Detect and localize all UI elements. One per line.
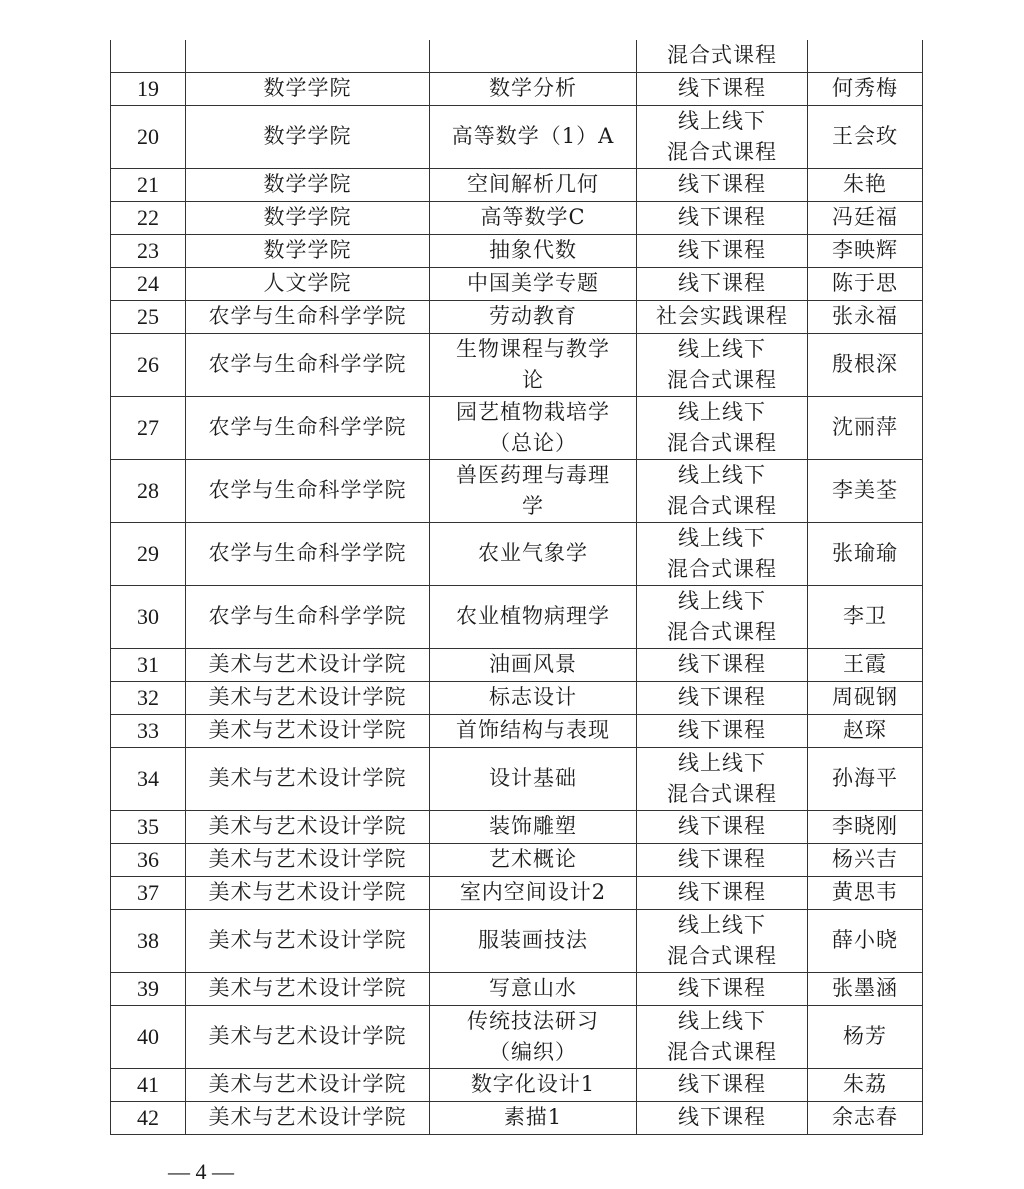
cell-number: 30 [111, 585, 186, 648]
cell-type [637, 105, 808, 168]
cell-course [430, 843, 637, 876]
cell-type [637, 333, 808, 396]
cell-type [637, 909, 808, 972]
cell-course [430, 585, 637, 648]
cell-teacher: 杨芳 [808, 1005, 923, 1068]
cell-course-line: 高等数学（1）A [451, 124, 615, 148]
cell-course-line: 写意山水 [489, 976, 577, 1000]
cell-type [637, 234, 808, 267]
cell-college: 数学学院 [186, 72, 430, 105]
cell-type-line: 线下课程 [678, 814, 766, 838]
cell-teacher: 赵琛 [808, 714, 923, 747]
table-row [111, 585, 923, 648]
table-row [111, 267, 923, 300]
cell-type-line: 社会实践课程 [656, 304, 788, 328]
table-row [111, 1005, 923, 1068]
cell-type-line: 线上线下 [678, 912, 766, 937]
cell-course [430, 810, 637, 843]
cell-teacher: 周砚钢 [808, 681, 923, 714]
cell-type [637, 1101, 808, 1134]
cell-college: 美术与艺术设计学院 [186, 747, 430, 810]
cell-college: 农学与生命科学学院 [186, 333, 430, 396]
cell-college: 农学与生命科学学院 [186, 522, 430, 585]
cell-number: 26 [111, 333, 186, 396]
cell-type-line: 线下课程 [678, 1105, 766, 1129]
cell-number: 38 [111, 909, 186, 972]
cell-number: 21 [111, 168, 186, 201]
cell-type [637, 648, 808, 681]
cell-teacher: 王会玫 [808, 105, 923, 168]
cell-course [430, 333, 637, 396]
cell-course [430, 1005, 637, 1068]
cell-course-line: 抽象代数 [489, 238, 577, 262]
cell-course [430, 909, 637, 972]
cell-number: 35 [111, 810, 186, 843]
cell-number: 39 [111, 972, 186, 1005]
table-row [111, 522, 923, 585]
cell-number: 19 [111, 72, 186, 105]
cell-college: 美术与艺术设计学院 [186, 714, 430, 747]
cell-type-line: 线上线下 [678, 1008, 766, 1033]
table-row [111, 747, 923, 810]
cell-type [637, 201, 808, 234]
cell-teacher: 张瑜瑜 [808, 522, 923, 585]
cell-number: 24 [111, 267, 186, 300]
cell-type-line: 线下课程 [678, 718, 766, 742]
cell-course-line: 兽医药理与毒理 [456, 462, 610, 487]
cell-type [637, 72, 808, 105]
cell-teacher: 杨兴吉 [808, 843, 923, 876]
cell-type-line: 线下课程 [678, 880, 766, 904]
cell-course [430, 267, 637, 300]
cell-course-line: 装饰雕塑 [489, 814, 577, 838]
cell-course [430, 40, 637, 72]
cell-type [637, 843, 808, 876]
cell-course [430, 522, 637, 585]
cell-teacher: 张永福 [808, 300, 923, 333]
cell-teacher: 沈丽萍 [808, 396, 923, 459]
cell-college: 美术与艺术设计学院 [186, 876, 430, 909]
cell-course [430, 234, 637, 267]
cell-type-line: 混合式课程 [667, 943, 777, 968]
cell-type-line: 线下课程 [678, 205, 766, 229]
cell-type-line: 线上线下 [678, 462, 766, 487]
cell-number: 22 [111, 201, 186, 234]
cell-teacher: 殷根深 [808, 333, 923, 396]
cell-course [430, 1101, 637, 1134]
cell-course-line: 素描1 [503, 1105, 563, 1129]
cell-course-line: 中国美学专题 [467, 271, 599, 295]
cell-number: 40 [111, 1005, 186, 1068]
cell-type-line: 混合式课程 [667, 139, 777, 164]
table-row [111, 72, 923, 105]
table-row [111, 972, 923, 1005]
cell-number: 31 [111, 648, 186, 681]
cell-course-line: 艺术概论 [489, 847, 577, 871]
cell-type-line: 混合式课程 [667, 43, 777, 68]
table-row [111, 201, 923, 234]
table-row [111, 909, 923, 972]
cell-type-line: 混合式课程 [667, 1039, 777, 1064]
cell-type [637, 300, 808, 333]
cell-course [430, 168, 637, 201]
cell-college: 数学学院 [186, 105, 430, 168]
cell-course-line: （编织） [489, 1039, 577, 1064]
cell-teacher: 冯廷福 [808, 201, 923, 234]
cell-college: 数学学院 [186, 168, 430, 201]
cell-number: 33 [111, 714, 186, 747]
cell-teacher: 朱荔 [808, 1068, 923, 1101]
table-row-continued [111, 40, 923, 72]
cell-type-line: 线下课程 [678, 652, 766, 676]
cell-type-line: 线上线下 [678, 108, 766, 133]
cell-type [637, 522, 808, 585]
cell-course [430, 300, 637, 333]
cell-course [430, 876, 637, 909]
cell-number: 32 [111, 681, 186, 714]
cell-type-line: 线下课程 [678, 76, 766, 100]
cell-type [637, 267, 808, 300]
cell-number: 23 [111, 234, 186, 267]
cell-teacher: 孙海平 [808, 747, 923, 810]
cell-teacher: 薛小晓 [808, 909, 923, 972]
cell-college: 农学与生命科学学院 [186, 396, 430, 459]
cell-course-line: 园艺植物栽培学 [456, 399, 610, 424]
cell-type [637, 168, 808, 201]
cell-type-line: 线下课程 [678, 976, 766, 1000]
cell-college: 数学学院 [186, 234, 430, 267]
cell-type [637, 876, 808, 909]
course-table [110, 40, 923, 1135]
cell-teacher [808, 40, 923, 72]
cell-number: 20 [111, 105, 186, 168]
cell-college: 农学与生命科学学院 [186, 300, 430, 333]
table-row [111, 1068, 923, 1101]
cell-type-line: 线下课程 [678, 1072, 766, 1096]
cell-college: 美术与艺术设计学院 [186, 1005, 430, 1068]
page-number: — 4 — [168, 1159, 234, 1184]
cell-number: 41 [111, 1068, 186, 1101]
cell-course-line: 劳动教育 [489, 304, 577, 328]
cell-course-line: 首饰结构与表现 [456, 718, 610, 742]
cell-type-line: 线上线下 [678, 588, 766, 613]
cell-type-line: 混合式课程 [667, 430, 777, 455]
cell-type [637, 810, 808, 843]
cell-course-line: 标志设计 [489, 685, 577, 709]
cell-teacher: 李晓刚 [808, 810, 923, 843]
cell-type-line: 线下课程 [678, 238, 766, 262]
cell-teacher: 余志春 [808, 1101, 923, 1134]
cell-course [430, 72, 637, 105]
cell-course-line: 空间解析几何 [467, 172, 599, 196]
cell-course [430, 1068, 637, 1101]
cell-type-line: 混合式课程 [667, 781, 777, 806]
cell-type [637, 681, 808, 714]
cell-type [637, 747, 808, 810]
cell-number: 28 [111, 459, 186, 522]
cell-college: 农学与生命科学学院 [186, 459, 430, 522]
table-row [111, 300, 923, 333]
table-row [111, 648, 923, 681]
cell-course-line: 服装画技法 [478, 928, 588, 952]
table-row [111, 333, 923, 396]
cell-course-line: （总论） [489, 430, 577, 455]
cell-teacher: 王霞 [808, 648, 923, 681]
cell-course [430, 972, 637, 1005]
cell-type-line: 线上线下 [678, 750, 766, 775]
cell-teacher: 朱艳 [808, 168, 923, 201]
cell-college: 美术与艺术设计学院 [186, 1068, 430, 1101]
cell-type-line: 混合式课程 [667, 367, 777, 392]
table-row [111, 168, 923, 201]
cell-type-line: 线上线下 [678, 336, 766, 361]
table-row [111, 876, 923, 909]
cell-course-line: 传统技法研习 [467, 1008, 599, 1033]
cell-course [430, 747, 637, 810]
cell-college: 数学学院 [186, 201, 430, 234]
cell-type-line: 混合式课程 [667, 493, 777, 518]
cell-type [637, 714, 808, 747]
cell-course [430, 201, 637, 234]
cell-course-line: 室内空间设计2 [459, 880, 607, 904]
cell-course [430, 714, 637, 747]
cell-type [637, 972, 808, 1005]
cell-type-line: 混合式课程 [667, 619, 777, 644]
cell-college: 农学与生命科学学院 [186, 585, 430, 648]
cell-number: 25 [111, 300, 186, 333]
cell-college [186, 40, 430, 72]
table-row [111, 681, 923, 714]
cell-course-line: 生物课程与教学 [456, 336, 610, 361]
cell-course-line: 数字化设计1 [470, 1072, 596, 1096]
cell-teacher: 李映辉 [808, 234, 923, 267]
cell-teacher: 李卫 [808, 585, 923, 648]
cell-college: 美术与艺术设计学院 [186, 972, 430, 1005]
cell-course-line: 学 [522, 493, 544, 518]
cell-course-line: 数学分析 [489, 76, 577, 100]
cell-teacher: 李美荃 [808, 459, 923, 522]
table-row [111, 396, 923, 459]
cell-number: 34 [111, 747, 186, 810]
cell-course-line: 农业气象学 [478, 541, 588, 565]
cell-type [637, 1068, 808, 1101]
cell-type [637, 396, 808, 459]
course-table-body [111, 40, 923, 1134]
cell-college: 美术与艺术设计学院 [186, 1101, 430, 1134]
cell-number: 27 [111, 396, 186, 459]
cell-type-line: 线下课程 [678, 847, 766, 871]
cell-college: 美术与艺术设计学院 [186, 681, 430, 714]
cell-course-line: 设计基础 [489, 766, 577, 790]
cell-college: 美术与艺术设计学院 [186, 843, 430, 876]
cell-college: 美术与艺术设计学院 [186, 909, 430, 972]
cell-course-line: 农业植物病理学 [456, 604, 610, 628]
table-row [111, 843, 923, 876]
cell-teacher: 黄思韦 [808, 876, 923, 909]
cell-type [637, 1005, 808, 1068]
cell-course-line: 高等数学C [480, 205, 586, 229]
cell-type-line: 混合式课程 [667, 556, 777, 581]
cell-number: 37 [111, 876, 186, 909]
cell-number: 42 [111, 1101, 186, 1134]
cell-type [637, 40, 808, 72]
cell-type [637, 585, 808, 648]
cell-teacher: 何秀梅 [808, 72, 923, 105]
cell-course-line: 论 [522, 367, 544, 392]
cell-number: 29 [111, 522, 186, 585]
cell-course [430, 105, 637, 168]
cell-number: 36 [111, 843, 186, 876]
cell-type-line: 线下课程 [678, 172, 766, 196]
cell-type-line: 线上线下 [678, 399, 766, 424]
table-row [111, 1101, 923, 1134]
cell-college: 人文学院 [186, 267, 430, 300]
cell-teacher: 陈于思 [808, 267, 923, 300]
cell-type-line: 线下课程 [678, 685, 766, 709]
cell-course [430, 396, 637, 459]
cell-number [111, 40, 186, 72]
table-row [111, 810, 923, 843]
cell-type [637, 459, 808, 522]
cell-course [430, 459, 637, 522]
cell-course-line: 油画风景 [489, 652, 577, 676]
cell-college: 美术与艺术设计学院 [186, 810, 430, 843]
table-row [111, 234, 923, 267]
table-row [111, 105, 923, 168]
cell-college: 美术与艺术设计学院 [186, 648, 430, 681]
cell-course [430, 648, 637, 681]
table-row [111, 714, 923, 747]
cell-course [430, 681, 637, 714]
cell-type-line: 线上线下 [678, 525, 766, 550]
table-row [111, 459, 923, 522]
cell-type-line: 线下课程 [678, 271, 766, 295]
cell-teacher: 张墨涵 [808, 972, 923, 1005]
